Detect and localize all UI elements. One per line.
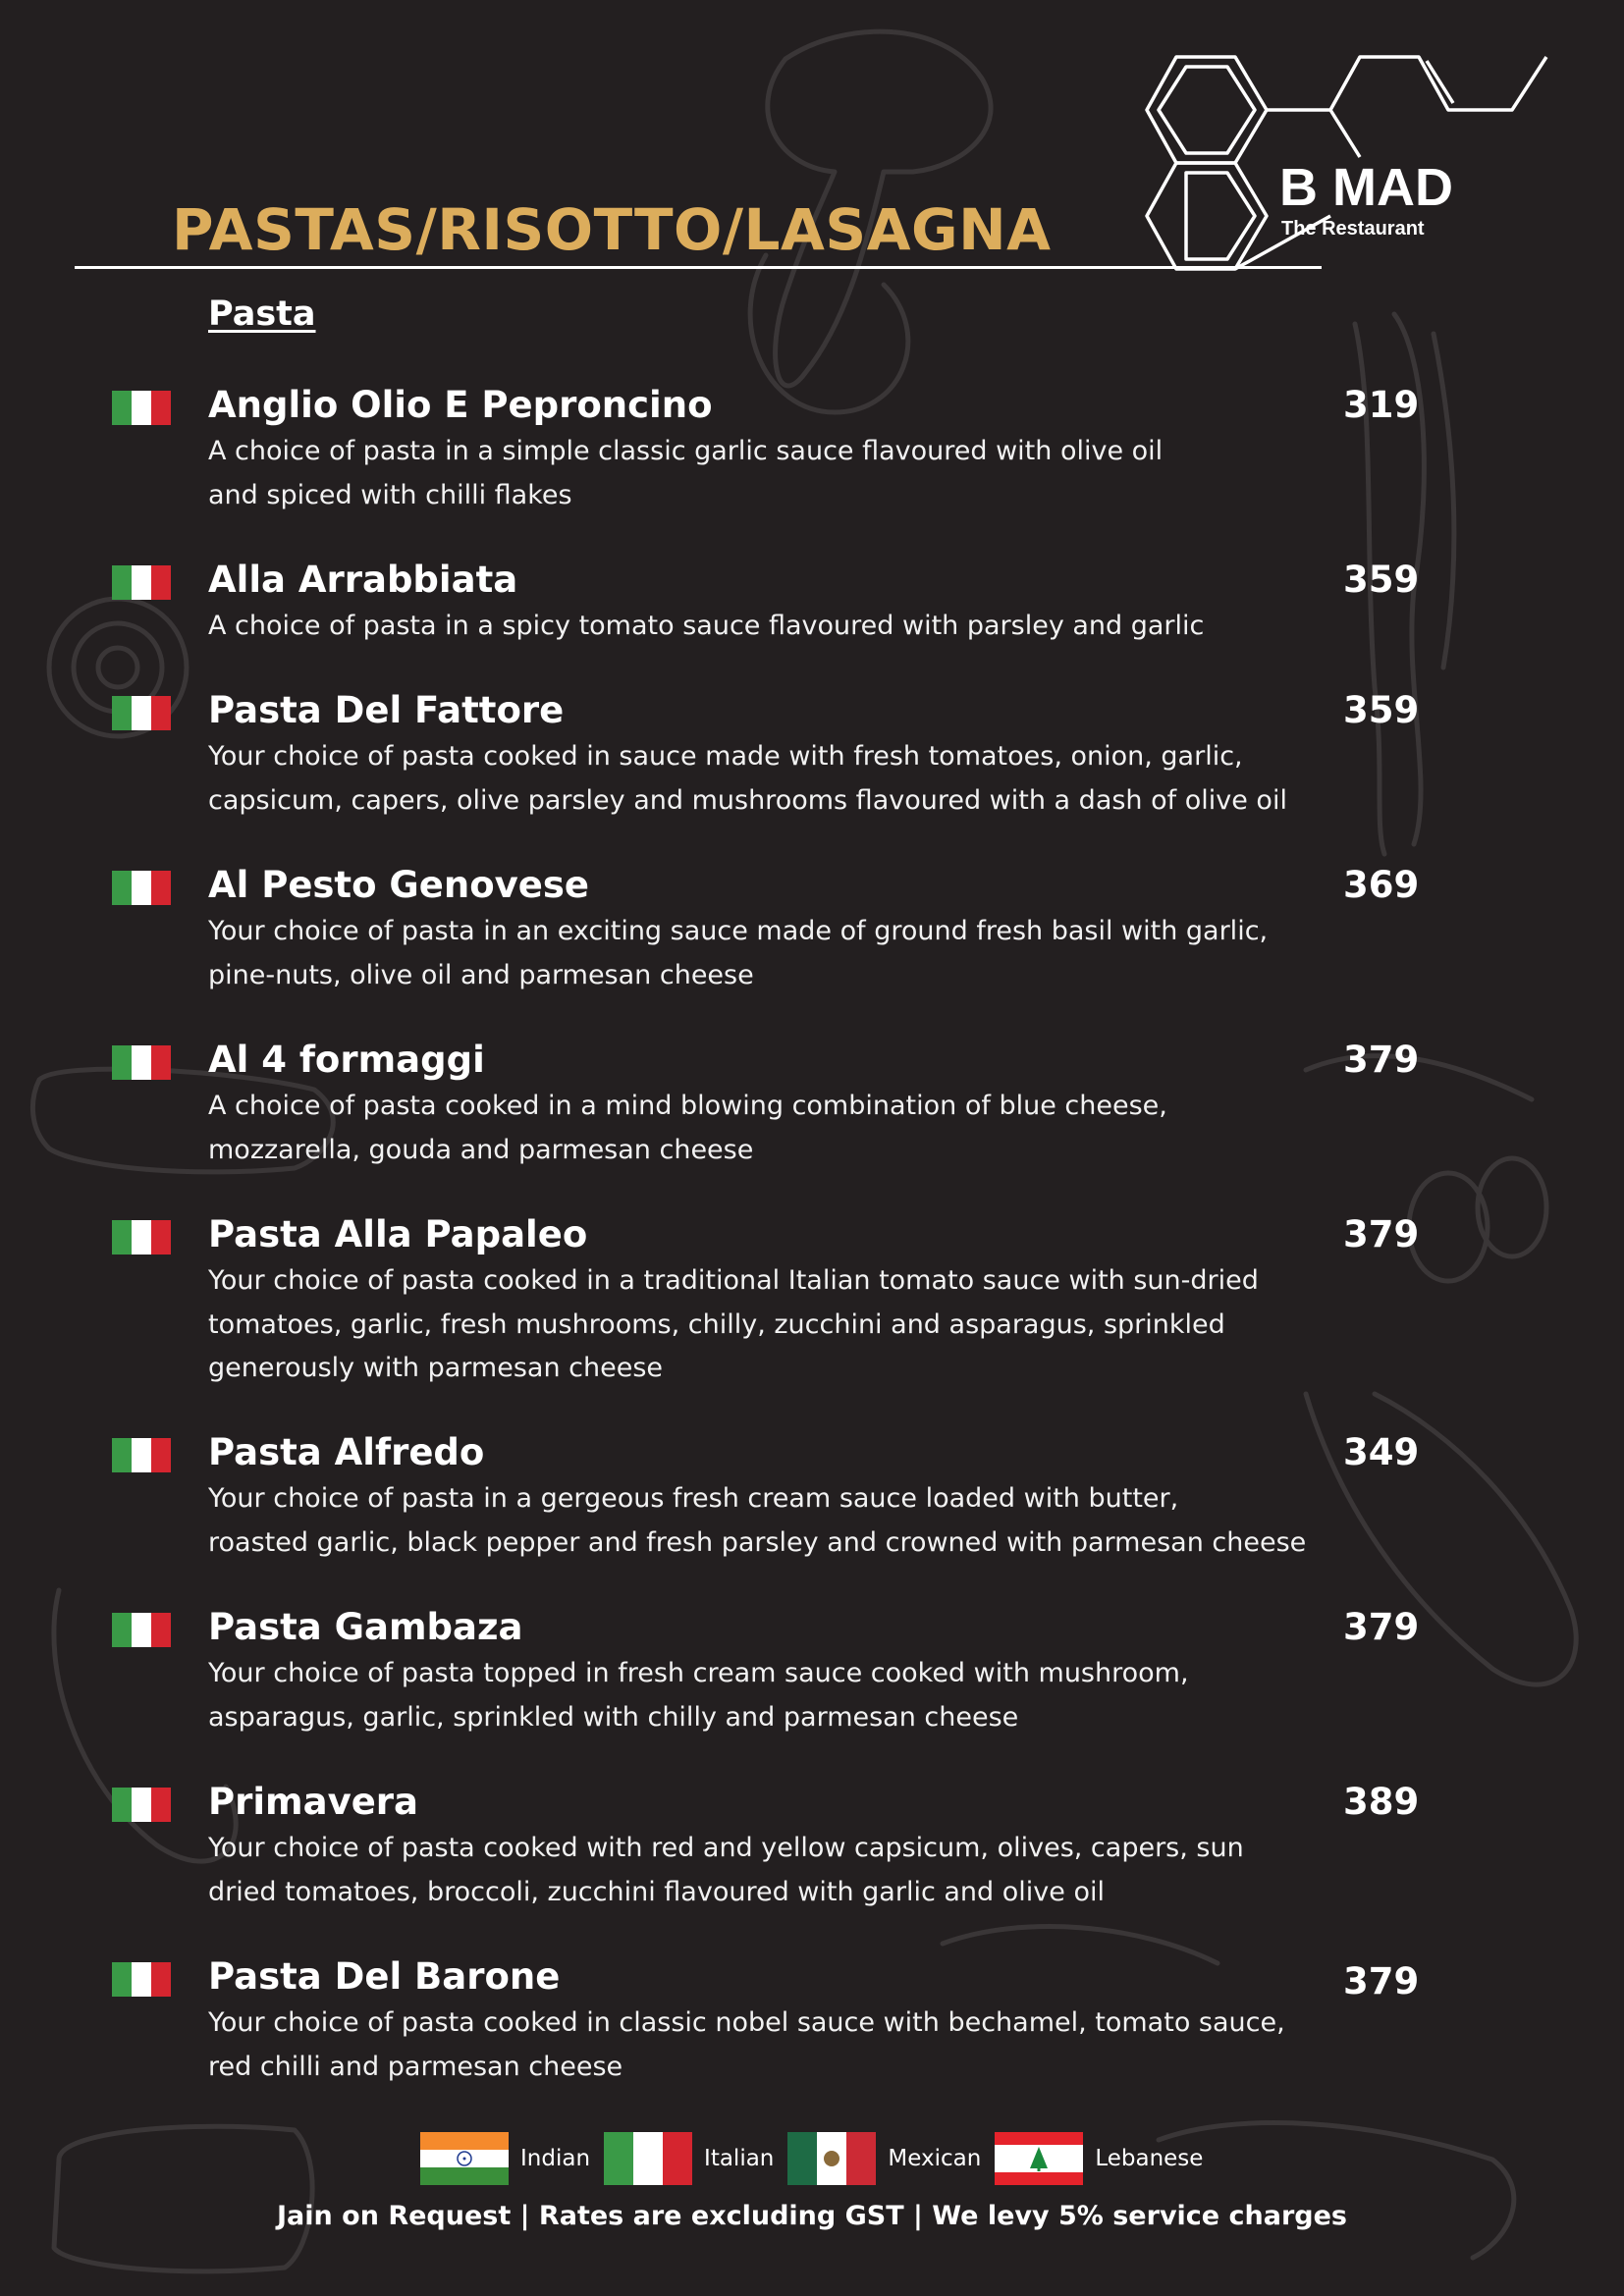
- menu-item-name: Al Pesto Genovese: [208, 864, 589, 906]
- menu-item-description: [208, 1827, 1327, 1914]
- description-line: A choice of pasta cooked in a mind blowing combination of blue cheese,: [208, 1091, 1167, 1121]
- menu-item-description: [208, 1477, 1327, 1565]
- italy-flag-icon: [112, 1438, 171, 1472]
- italy-flag-icon: [112, 1788, 171, 1822]
- description-line: tomatoes, garlic, fresh mushrooms, chilly, zucchini and asparagus, sprinkled: [208, 1308, 1225, 1340]
- italy-flag-icon: [112, 565, 171, 600]
- menu-item-name: Pasta Del Barone: [208, 1955, 561, 1998]
- lebanon-flag-icon: [995, 2132, 1083, 2185]
- section-heading-pasta: Pasta: [208, 294, 316, 334]
- menu-item-description: [208, 430, 1327, 517]
- title-divider: [75, 266, 1322, 269]
- description-line: roasted garlic, black pepper and fresh parsley and crowned with parmesan cheese: [208, 1526, 1307, 1558]
- legend-label: Italian: [704, 2146, 775, 2171]
- mexico-flag-icon: [787, 2132, 876, 2185]
- legend-entry-mexican: [787, 2132, 981, 2185]
- page-title: PASTAS/RISOTTO/LASAGNA: [172, 196, 1052, 263]
- menu-item-price: 349: [1343, 1431, 1420, 1473]
- menu-item-price: 359: [1343, 689, 1420, 731]
- description-line: Your choice of pasta topped in fresh cream sauce cooked with mushroom,: [208, 1658, 1189, 1688]
- description-line: dried tomatoes, broccoli, zucchini flavoured with garlic and olive oil: [208, 1876, 1105, 1907]
- menu-item-name: Anglio Olio E Peproncino: [208, 384, 713, 426]
- menu-item-name: Alla Arrabbiata: [208, 559, 518, 601]
- description-line: asparagus, garlic, sprinkled with chilly and parmesan cheese: [208, 1701, 1019, 1733]
- menu-item-description: [208, 910, 1327, 997]
- legend-entry-indian: [420, 2132, 590, 2185]
- brand-name: B MAD: [1279, 158, 1453, 217]
- legend-label: Indian: [520, 2146, 591, 2171]
- description-line: A choice of pasta in a spicy tomato sauce flavoured with parsley and garlic: [208, 611, 1205, 641]
- menu-item-description: [208, 1085, 1327, 1172]
- italy-flag-icon: [112, 391, 171, 425]
- italy-flag-icon: [112, 1045, 171, 1080]
- legend-entry-italian: [604, 2132, 774, 2185]
- description-line: Your choice of pasta cooked in classic nobel sauce with bechamel, tomato sauce,: [208, 2007, 1285, 2038]
- description-line: capsicum, capers, olive parsley and mushrooms flavoured with a dash of olive oil: [208, 784, 1287, 816]
- menu-item-price: 319: [1343, 384, 1420, 426]
- description-line: red chilli and parmesan cheese: [208, 2051, 623, 2082]
- description-line: generously with parmesan cheese: [208, 1353, 663, 1383]
- italy-flag-icon: [112, 871, 171, 905]
- menu-item-price: 389: [1343, 1781, 1420, 1823]
- india-flag-icon: [420, 2132, 509, 2185]
- description-line: pine-nuts, olive oil and parmesan cheese: [208, 959, 754, 990]
- menu-item-name: Pasta Gambaza: [208, 1606, 523, 1648]
- legend-label: Lebanese: [1095, 2146, 1204, 2171]
- menu-item-description: [208, 1259, 1327, 1391]
- menu-item-price: 379: [1343, 1039, 1420, 1081]
- italy-flag-icon: [604, 2132, 692, 2185]
- menu-item-name: Pasta Alla Papaleo: [208, 1213, 588, 1255]
- menu-item-price: 369: [1343, 864, 1420, 906]
- menu-item-description: [208, 2002, 1327, 2089]
- description-line: Your choice of pasta in a gergeous fresh cream sauce loaded with butter,: [208, 1483, 1179, 1514]
- italy-flag-icon: [112, 1613, 171, 1647]
- menu-item-name: Al 4 formaggi: [208, 1039, 485, 1081]
- italy-flag-icon: [112, 696, 171, 730]
- cuisine-legend: [420, 2132, 1217, 2185]
- brand-tagline: The Restaurant: [1281, 218, 1425, 240]
- description-line: Your choice of pasta cooked with red and yellow capsicum, olives, capers, sun: [208, 1833, 1244, 1863]
- menu-item-price: 359: [1343, 559, 1420, 601]
- menu-item-price: 379: [1343, 1960, 1420, 2002]
- italy-flag-icon: [112, 1220, 171, 1255]
- footer-note: Jain on Request | Rates are excluding GST | We levy 5% service charges: [277, 2201, 1347, 2231]
- menu-item-name: Pasta Del Fattore: [208, 689, 565, 731]
- menu-item-description: [208, 735, 1327, 823]
- description-line: and spiced with chilli flakes: [208, 479, 572, 510]
- legend-entry-lebanese: [995, 2132, 1203, 2185]
- menu-item-price: 379: [1343, 1213, 1420, 1255]
- menu-item-name: Primavera: [208, 1781, 418, 1823]
- description-line: Your choice of pasta in an exciting sauce made of ground fresh basil with garlic,: [208, 916, 1269, 946]
- menu-item-description: [208, 1652, 1327, 1739]
- description-line: Your choice of pasta cooked in a traditional Italian tomato sauce with sun-dried: [208, 1265, 1259, 1296]
- description-line: mozzarella, gouda and parmesan cheese: [208, 1134, 754, 1165]
- menu-item-description: [208, 605, 1327, 649]
- description-line: A choice of pasta in a simple classic garlic sauce flavoured with olive oil: [208, 436, 1164, 466]
- italy-flag-icon: [112, 1962, 171, 1997]
- menu-item-name: Pasta Alfredo: [208, 1431, 485, 1473]
- menu-item-price: 379: [1343, 1606, 1420, 1648]
- description-line: Your choice of pasta cooked in sauce made with fresh tomatoes, onion, garlic,: [208, 741, 1243, 772]
- legend-label: Mexican: [888, 2146, 982, 2171]
